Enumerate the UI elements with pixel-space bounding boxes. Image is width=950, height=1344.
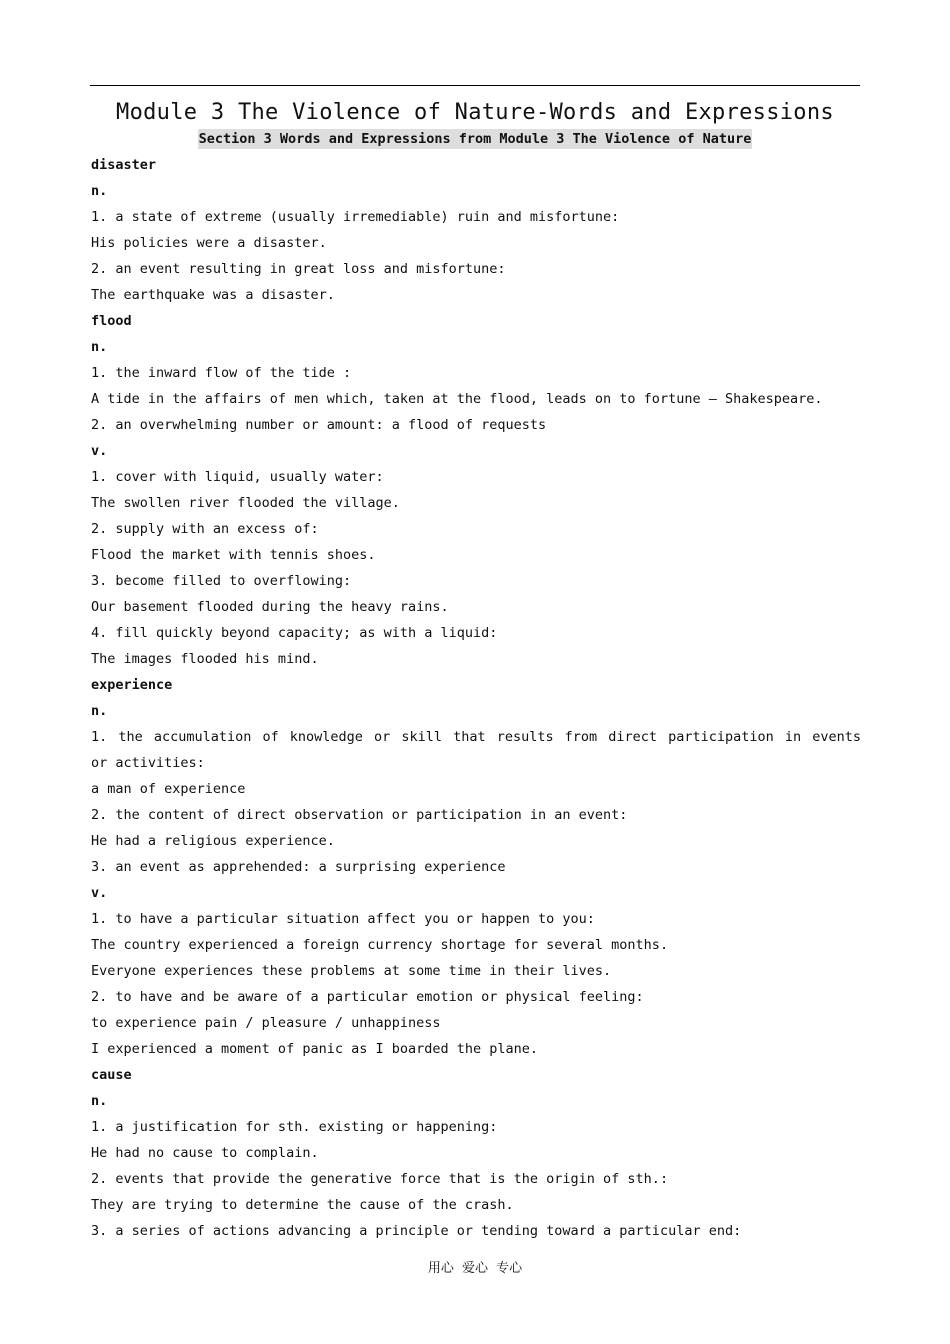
example-line: a man of experience: [91, 781, 246, 797]
page-title: Module 3 The Violence of Nature-Words and Expressions: [116, 100, 834, 125]
definition-line: 1. the accumulation of knowledge or skill that results from direct participation in events: [91, 729, 861, 745]
example-line: Everyone experiences these problems at some time in their lives.: [91, 963, 612, 979]
example-line: His policies were a disaster.: [91, 235, 327, 251]
definition-line: 1. cover with liquid, usually water:: [91, 469, 384, 485]
example-line: He had no cause to complain.: [91, 1145, 319, 1161]
definition-line: 2. to have and be aware of a particular emotion or physical feeling:: [91, 989, 644, 1005]
section-subtitle: Section 3 Words and Expressions from Module 3 The Violence of Nature: [198, 131, 752, 147]
subtitle-container: [90, 128, 860, 149]
example-line: The swollen river flooded the village.: [91, 495, 400, 511]
definition-line: 1. a state of extreme (usually irremediable) ruin and misfortune:: [91, 209, 620, 225]
headword-cause: cause: [91, 1067, 132, 1083]
document-body: [91, 152, 861, 1244]
definition-line: 2. an overwhelming number or amount: a flood of requests: [91, 417, 547, 433]
definition-line: 3. become filled to overflowing:: [91, 573, 352, 589]
headword-experience: experience: [91, 677, 173, 693]
example-line: Flood the market with tennis shoes.: [91, 547, 376, 563]
header-rule: [90, 85, 860, 86]
example-line: They are trying to determine the cause of the crash.: [91, 1197, 514, 1213]
part-of-speech: v.: [91, 885, 108, 901]
part-of-speech: n.: [91, 703, 108, 719]
part-of-speech: n.: [91, 1093, 108, 1109]
definition-line: 3. a series of actions advancing a principle or tending toward a particular end:: [91, 1223, 742, 1239]
example-line: I experienced a moment of panic as I boarded the plane.: [91, 1041, 539, 1057]
example-line: The country experienced a foreign currency shortage for several months.: [91, 937, 669, 953]
definition-line: 2. events that provide the generative force that is the origin of sth.:: [91, 1171, 669, 1187]
part-of-speech: v.: [91, 443, 108, 459]
definition-line: 2. supply with an excess of:: [91, 521, 319, 537]
headword-flood: flood: [91, 313, 132, 329]
page-footer: 用心 爱心 专心: [427, 1261, 523, 1276]
part-of-speech: n.: [91, 339, 108, 355]
part-of-speech: n.: [91, 183, 108, 199]
definition-line: 3. an event as apprehended: a surprising experience: [91, 859, 506, 875]
example-line: to experience pain / pleasure / unhappiness: [91, 1015, 441, 1031]
definition-line: 1. to have a particular situation affect you or happen to you:: [91, 911, 595, 927]
definition-line: 2. an event resulting in great loss and misfortune:: [91, 261, 506, 277]
example-line: The images flooded his mind.: [91, 651, 319, 667]
example-line: He had a religious experience.: [91, 833, 335, 849]
example-line: The earthquake was a disaster.: [91, 287, 335, 303]
definition-line: 1. a justification for sth. existing or happening:: [91, 1119, 498, 1135]
headword-disaster: disaster: [91, 157, 157, 173]
definition-line: 1. the inward flow of the tide :: [91, 365, 352, 381]
definition-line: 4. fill quickly beyond capacity; as with a liquid:: [91, 625, 498, 641]
example-line: Our basement flooded during the heavy rains.: [91, 599, 449, 615]
definition-line: 2. the content of direct observation or participation in an event:: [91, 807, 628, 823]
example-line: A tide in the affairs of men which, taken at the flood, leads on to fortune – Shakespeare.: [91, 391, 823, 407]
definition-line-continued: or activities:: [91, 755, 205, 771]
